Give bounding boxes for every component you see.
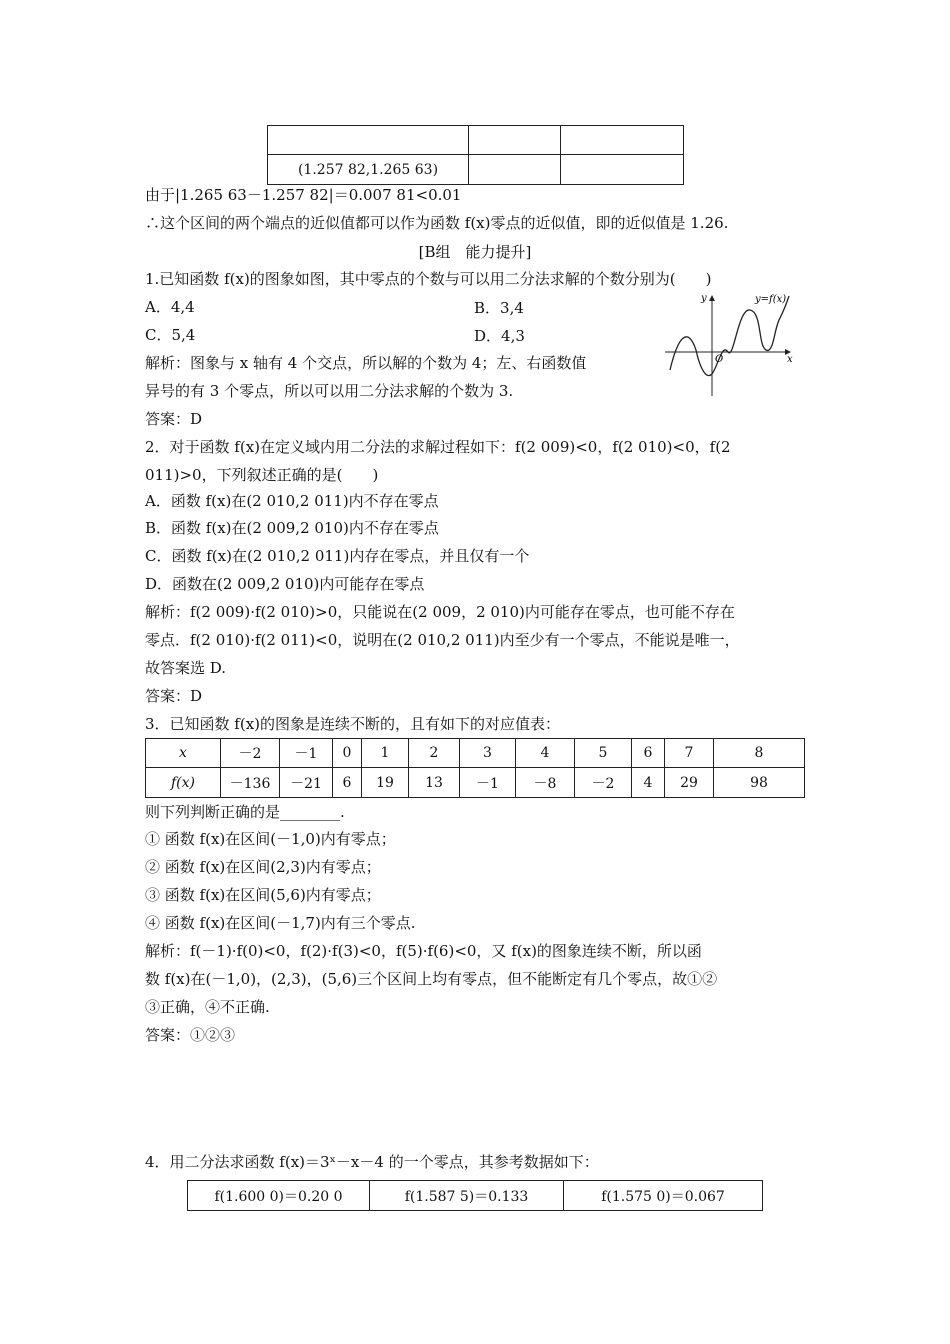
table-cell: －1 — [460, 768, 516, 798]
function-curve — [670, 296, 789, 376]
y-axis-arrow — [709, 295, 715, 301]
table-cell: 7 — [665, 739, 714, 768]
q1-option-b: B．3,4 — [474, 299, 524, 317]
table-cell: 6 — [632, 739, 665, 768]
table-cell: －2 — [575, 768, 632, 798]
table-cell: 2 — [409, 739, 460, 768]
q3-analysis: 解析：f(－1)·f(0)<0，f(2)·f(3)<0，f(5)·f(6)<0，又 f(x)的图象连续不断，所以函 — [145, 942, 702, 960]
section-title: [B组 能力提升] — [418, 243, 532, 261]
table-cell: －8 — [516, 768, 575, 798]
q4-stem: 4．用二分法求函数 f(x)＝3ˣ－x－4 的一个零点，其参考数据如下： — [145, 1153, 599, 1171]
table-cell: 29 — [665, 768, 714, 798]
q2-stem: 011)>0，下列叙述正确的是( ) — [145, 466, 379, 484]
table-cell: 4 — [632, 768, 665, 798]
q1-stem: 1.已知函数 f(x)的图象如图，其中零点的个数与可以用二分法求解的个数分别为( ) — [145, 270, 712, 288]
origin-label: O — [715, 354, 724, 365]
x-axis-label: x — [787, 354, 793, 365]
top-table-cell — [268, 126, 469, 155]
q2-option-a: A．函数 f(x)在(2 010,2 011)内不存在零点 — [145, 492, 439, 510]
q2-stem: 2．对于函数 f(x)在定义域内用二分法的求解过程如下：f(2 009)<0，f(2 010)<0，f(2 — [145, 438, 731, 456]
q1-option-a: A．4,4 — [145, 298, 195, 316]
q1-analysis: 异号的有 3 个零点，所以可以用二分法求解的个数为 3. — [145, 382, 514, 400]
table-cell: 3 — [460, 739, 516, 768]
top-table — [267, 125, 684, 185]
table-cell: 0 — [333, 739, 362, 768]
q3-stem: 3．已知函数 f(x)的图象是连续不断的，且有如下的对应值表： — [145, 715, 561, 733]
q2-option-b: B．函数 f(x)在(2 009,2 010)内不存在零点 — [145, 519, 439, 537]
table-cell: －2 — [221, 739, 280, 768]
table-cell: 13 — [409, 768, 460, 798]
table-cell: 8 — [714, 739, 805, 768]
q1-option-d: D．4,3 — [474, 327, 525, 345]
q2-analysis: 零点．f(2 010)·f(2 011)<0，说明在(2 010,2 011)内至少有一个零点，不能说是唯一， — [145, 631, 740, 649]
q3-value-table — [145, 738, 805, 798]
function-graph — [660, 288, 800, 400]
q3-analysis: 数 f(x)在(－1,0)，(2,3)，(5,6)三个区间上均有零点，但不能断定有几个零点，故①② — [145, 970, 718, 988]
top-table-cell — [561, 126, 684, 155]
table-cell: 19 — [362, 768, 409, 798]
top-table-cell — [469, 126, 561, 155]
q2-analysis: 解析：f(2 009)·f(2 010)>0，只能说在(2 009，2 010)内可能存在零点，也可能不存在 — [145, 603, 735, 621]
q3-item: ② 函数 f(x)在区间(2,3)内有零点； — [145, 858, 381, 876]
table-cell: 4 — [516, 739, 575, 768]
q4-cell: f(1.587 5)＝0.133 — [370, 1181, 564, 1211]
q4-data-table — [187, 1180, 763, 1211]
top-table-cell — [469, 155, 561, 185]
q1-option-c: C．5,4 — [145, 326, 196, 344]
q3-item: ① 函数 f(x)在区间(－1,0)内有零点； — [145, 830, 396, 848]
q4-cell: f(1.575 0)＝0.067 — [564, 1181, 763, 1211]
y-axis-label: y — [701, 293, 707, 304]
table-header-x: x — [146, 739, 221, 768]
q3-analysis: ③正确，④不正确. — [145, 998, 270, 1016]
table-cell: －21 — [280, 768, 333, 798]
text-line: ∴这个区间的两个端点的近似值都可以作为函数 f(x)零点的近似值，即的近似值是 1.26. — [145, 214, 729, 232]
top-table-cell: (1.257 82,1.265 63) — [268, 155, 469, 185]
q3-prompt: 则下列判断正确的是________. — [145, 803, 345, 821]
q2-analysis: 故答案选 D. — [145, 659, 227, 677]
q3-item: ③ 函数 f(x)在区间(5,6)内有零点； — [145, 886, 381, 904]
q3-item: ④ 函数 f(x)在区间(－1,7)内有三个零点. — [145, 914, 416, 932]
table-cell: －1 — [280, 739, 333, 768]
q3-answer: 答案：①②③ — [145, 1026, 236, 1044]
top-table-cell — [561, 155, 684, 185]
table-cell: 98 — [714, 768, 805, 798]
table-cell: －136 — [221, 768, 280, 798]
curve-label: y=f(x) — [755, 294, 787, 305]
table-header-fx: f(x) — [146, 768, 221, 798]
table-cell: 1 — [362, 739, 409, 768]
q2-option-d: D．函数在(2 009,2 010)内可能存在零点 — [145, 575, 425, 593]
table-cell: 6 — [333, 768, 362, 798]
q2-option-c: C．函数 f(x)在(2 010,2 011)内存在零点，并且仅有一个 — [145, 547, 530, 565]
q1-analysis: 解析：图象与 x 轴有 4 个交点，所以解的个数为 4；左、右函数值 — [145, 354, 587, 372]
text-line: 由于|1.265 63－1.257 82|＝0.007 81<0.01 — [145, 186, 462, 204]
q4-cell: f(1.600 0)＝0.20 0 — [188, 1181, 370, 1211]
q2-answer: 答案：D — [145, 687, 203, 705]
q1-answer: 答案：D — [145, 410, 203, 428]
table-cell: 5 — [575, 739, 632, 768]
